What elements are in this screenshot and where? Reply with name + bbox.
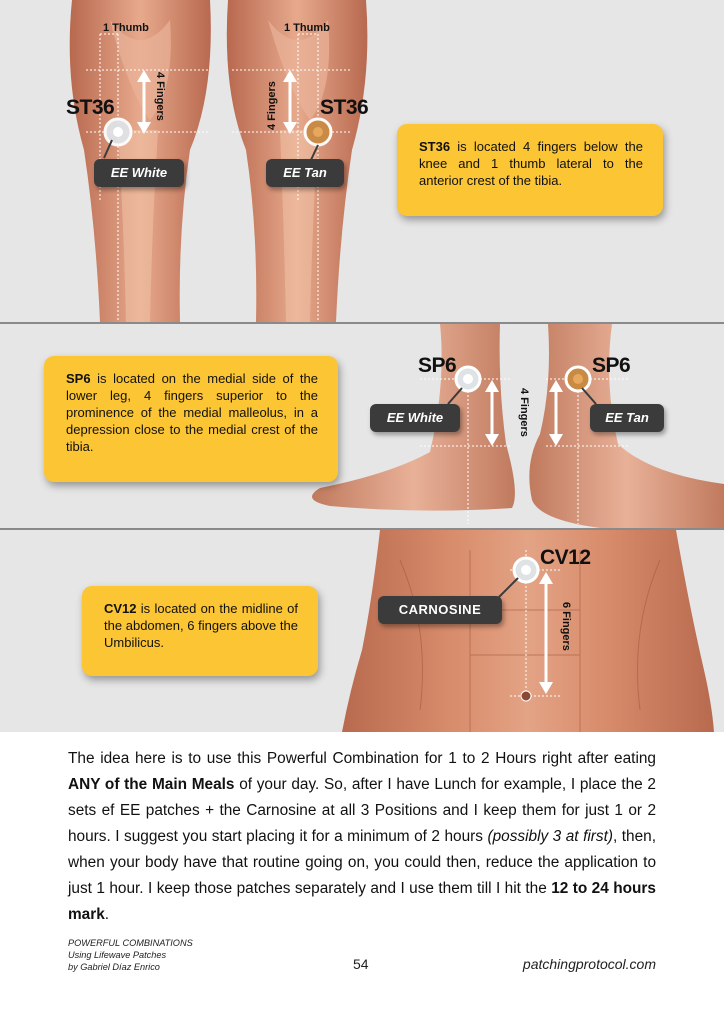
- cv12-panel: [0, 530, 724, 732]
- sp6-note-bold: SP6: [66, 371, 91, 386]
- ee-tan-tag-knee: EE Tan: [266, 159, 344, 187]
- fingers-label-abdomen: 6 Fingers: [560, 602, 572, 651]
- st36-description: [397, 124, 663, 216]
- body-text-1: The idea here is to use this Powerful Combination for 1 to 2 Hours right after eating: [68, 750, 656, 767]
- st36-note-text: is located 4 fingers below the knee and 1 thumb lateral to the anterior crest of the tibia.: [419, 139, 643, 188]
- cv12-note-bold: CV12: [104, 601, 137, 616]
- fingers-label-right: 4 Fingers: [266, 81, 278, 130]
- sp6-description: [44, 356, 338, 482]
- book-author: by Gabriel Díaz Enrico: [68, 962, 160, 972]
- body-bold-1: ANY of the Main Meals: [68, 776, 235, 793]
- st36-label-left: ST36: [66, 96, 115, 119]
- ee-tan-tag-ankle: EE Tan: [590, 404, 664, 432]
- thumb-label-left: 1 Thumb: [103, 22, 149, 34]
- sp6-panel: [0, 324, 724, 530]
- st36-label-right: ST36: [320, 96, 369, 119]
- fingers-label-ankle: 4 Fingers: [518, 388, 530, 437]
- ee-white-tag-knee: EE White: [94, 159, 184, 187]
- thumb-label-right: 1 Thumb: [284, 22, 330, 34]
- body-italic-1: (possibly 3 at first): [487, 828, 613, 845]
- body-paragraph: [68, 746, 656, 928]
- book-credit: [68, 937, 193, 973]
- sp6-label-left: SP6: [418, 354, 457, 377]
- carnosine-tag: CARNOSINE: [378, 596, 502, 624]
- st36-note-bold: ST36: [419, 139, 451, 154]
- st36-panel: [0, 0, 724, 324]
- book-title: POWERFUL COMBINATIONS: [68, 938, 193, 948]
- ee-white-tag-ankle: EE White: [370, 404, 460, 432]
- cv12-description: [82, 586, 318, 676]
- cv12-note-text: is located on the midline of the abdomen, 6 fingers above the Umbilicus.: [104, 601, 298, 650]
- cv12-label: CV12: [540, 546, 591, 569]
- website-link[interactable]: patchingprotocol.com: [522, 956, 656, 972]
- sp6-note-text: is located on the medial side of the lower leg, 4 fingers superior to the prominence of the medial malleolus, in a depression close to the medial crest of the tibia.: [66, 371, 318, 454]
- body-text-2: of your day. So, after I have Lunch for example, I place the 2 sets ef EE patches + the Carnosine at all 3 Positions and I keep them for just 1 or 2 hours. I suggest you start placing it for a minimum of 2 hours: [68, 776, 656, 845]
- body-text-4: .: [104, 906, 110, 923]
- fingers-label-left: 4 Fingers: [154, 72, 166, 121]
- body-bold-2: 12 to 24 hours mark: [68, 880, 656, 923]
- page-number: 54: [353, 956, 369, 972]
- sp6-label-right: SP6: [592, 354, 631, 377]
- body-text-3: , then, when your body have that routine going on, you could then, reduce the application to just 1 hour. I keep those patches separately and I use them till I hit the: [68, 828, 656, 897]
- book-subtitle: Using Lifewave Patches: [68, 950, 167, 960]
